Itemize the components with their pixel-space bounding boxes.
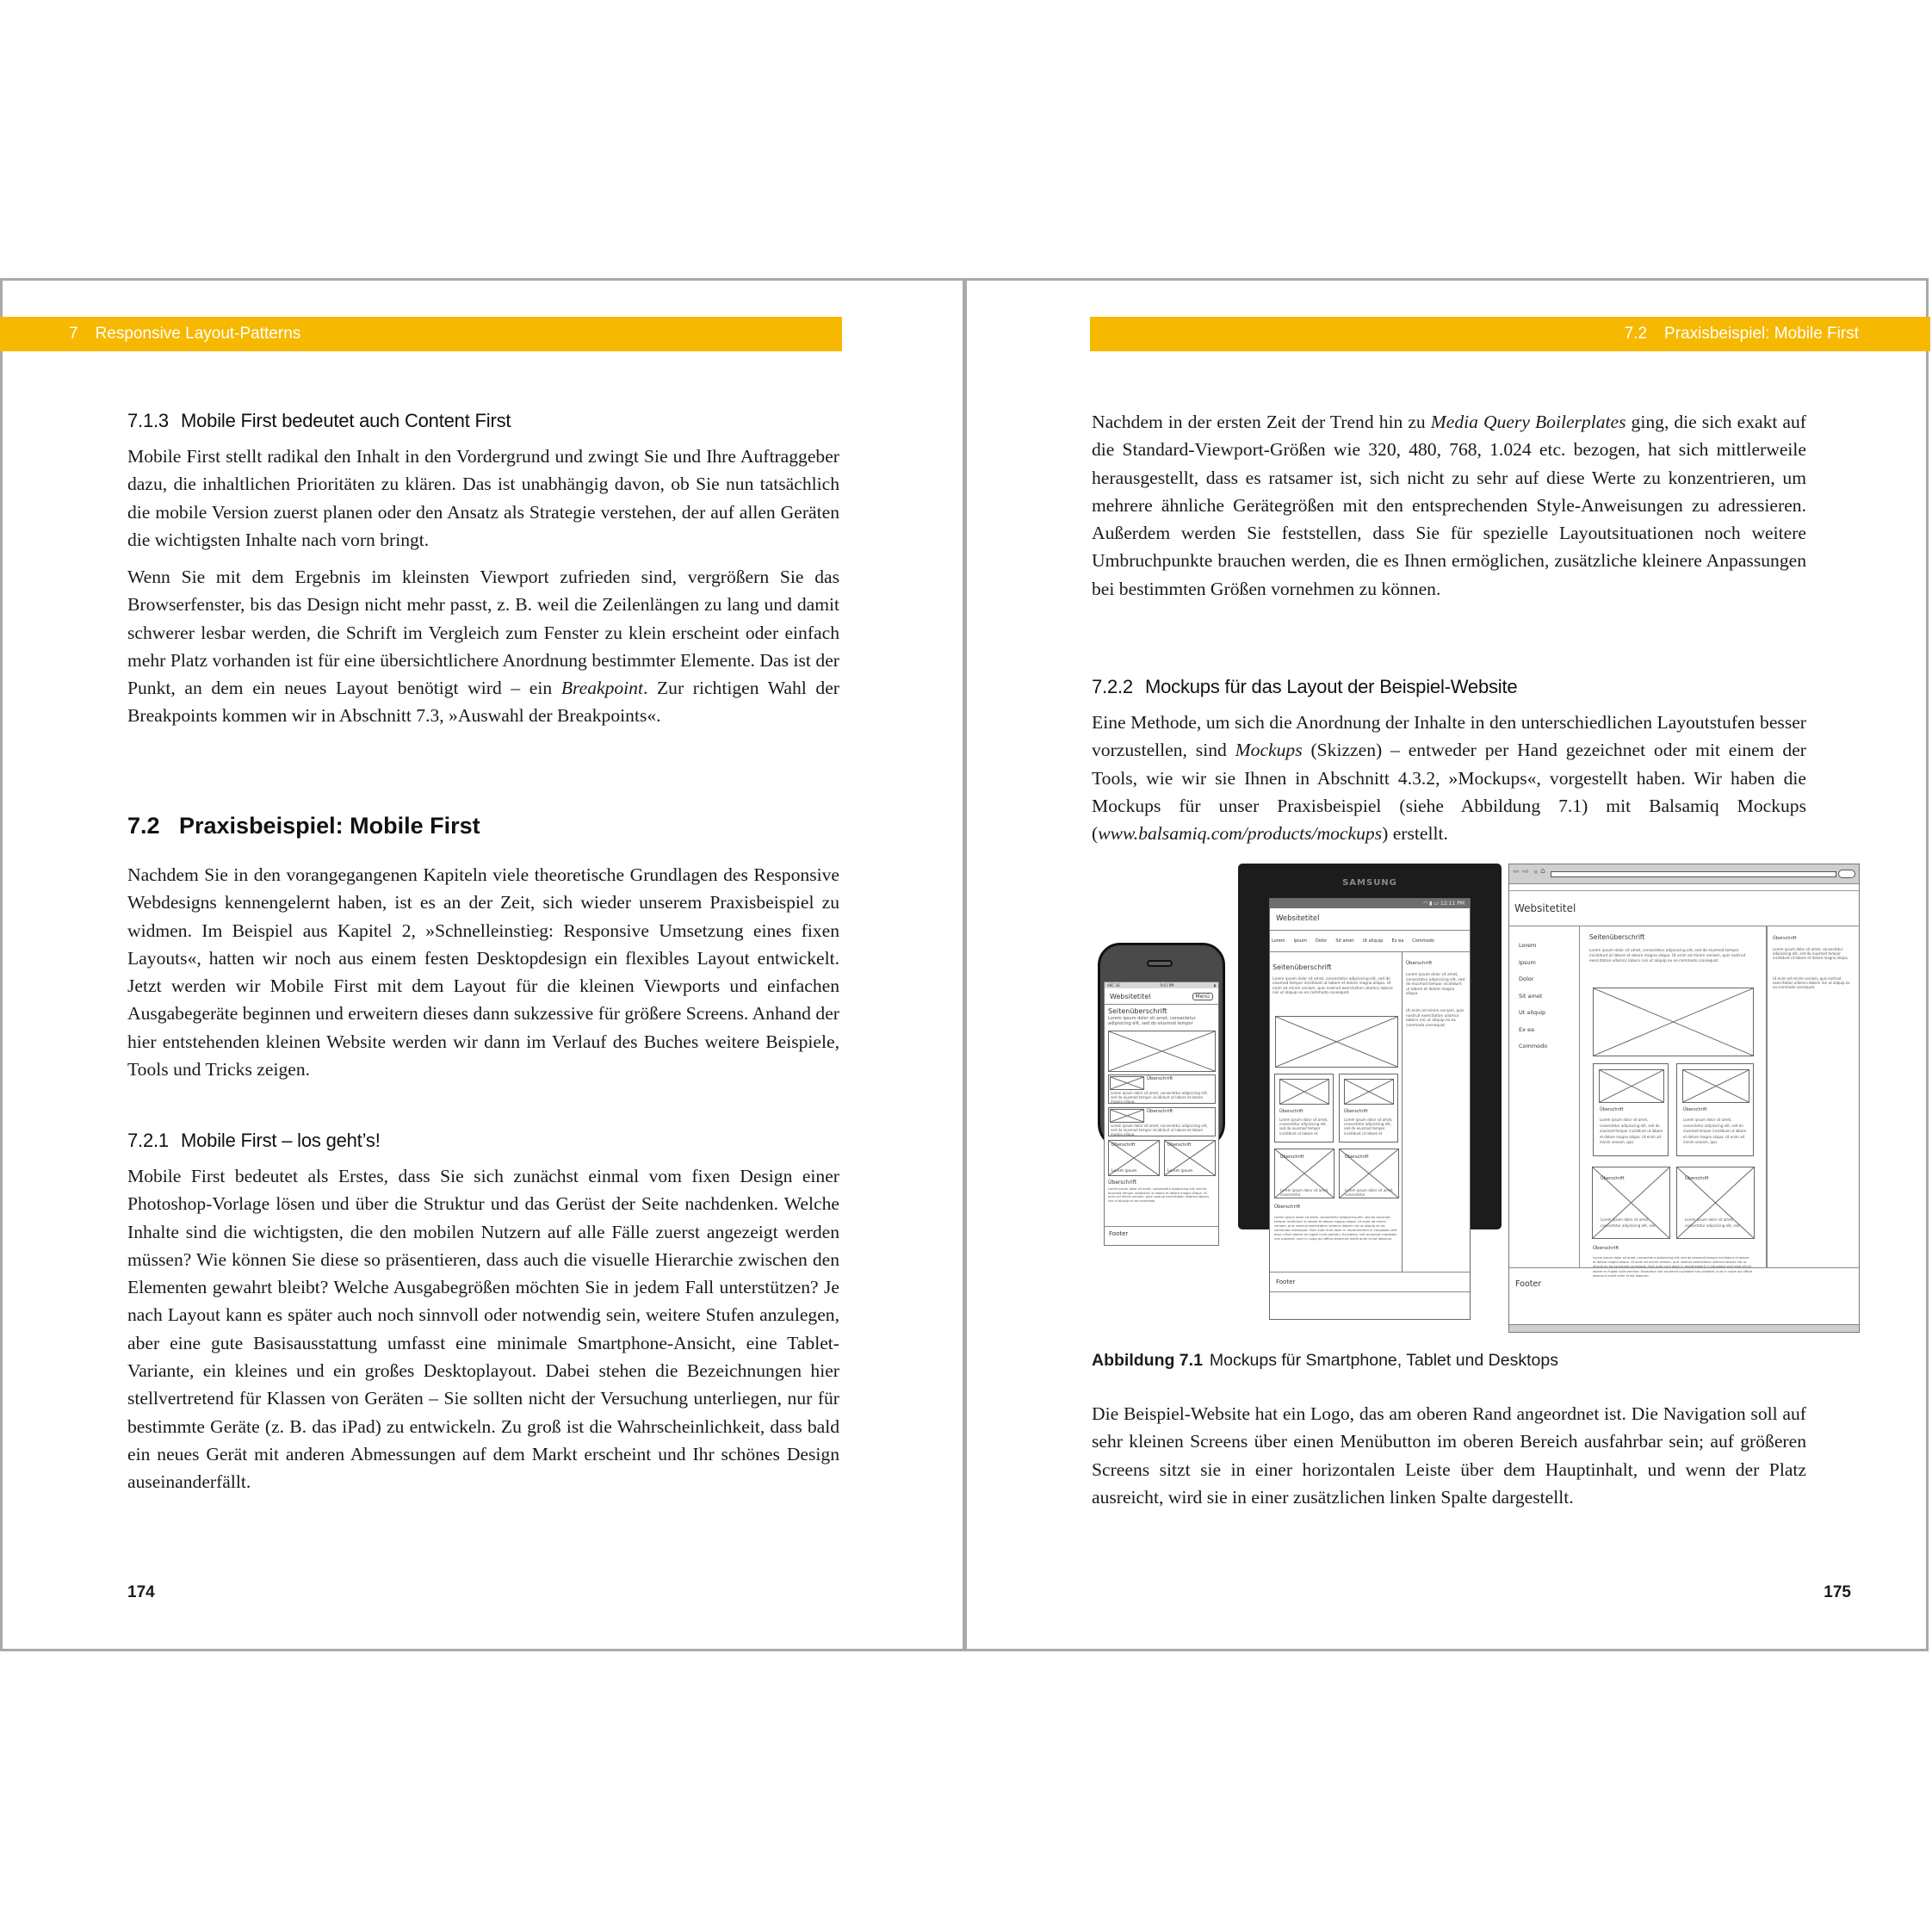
tablet-mockup	[1238, 864, 1502, 1320]
image-placeholder	[1110, 1076, 1144, 1090]
nav-item[interactable]: Sit amet	[1519, 992, 1543, 1000]
section-title: Praxisbeispiel: Mobile First	[179, 813, 480, 839]
tile	[1108, 1140, 1160, 1176]
sidebar-text: Ut enim ad minim veniam, quis nostrud exercitation ullamco laboris nisi ut aliquip ex ea commodo consequat.	[1773, 976, 1850, 989]
home-icon[interactable]: ⌂	[1540, 867, 1545, 876]
chapter-title: Responsive Layout-Patterns	[95, 325, 301, 343]
figure-caption	[1092, 1347, 1558, 1374]
nav-item[interactable]: Ipsum	[1519, 958, 1536, 966]
tile-text: Lorem ipsum	[1167, 1169, 1193, 1173]
image-placeholder	[1275, 1016, 1398, 1068]
tablet-nav	[1270, 931, 1470, 952]
intro-text: Lorem ipsum dolor sit amet, consectetur adipisicing elit, sed do eiusmod tempor incididunt ut labore et dolore magna aliqua. Ut enim ad minim veniam, quis nostrud exercitation ullamco laboris nisi ut aliquip ex ea commodo consequat.	[1273, 977, 1393, 996]
section-title: Mobile First bedeutet auch Content First	[181, 410, 511, 431]
nav-item[interactable]: Dolor	[1519, 975, 1534, 982]
image-placeholder	[1110, 1109, 1144, 1123]
section-number: 7.2	[1624, 325, 1648, 343]
section-heading: Überschrift	[1274, 1204, 1301, 1210]
placeholder-cross-icon	[1594, 988, 1753, 1056]
text-run: (Skizzen) – entweder per Hand gezeichnet oder mit einem der Tools, wie wir sie Ihnen in Abschnitt 4.3.2, »Mockups«, vorgestellt haben. Wir haben die Mockups für unser Praxisbeispiel (siehe Abbildung 7.1) mit Balsamiq Mockups (	[1092, 740, 1806, 845]
section-number: 7.1.3	[127, 410, 169, 431]
heading-7-2-1	[127, 1127, 381, 1155]
text-run: Nachdem in der ersten Zeit der Trend hin zu	[1092, 412, 1431, 432]
card	[1676, 1063, 1754, 1156]
card	[1274, 1074, 1334, 1142]
text-run: ) erstellt.	[1382, 823, 1448, 845]
card-heading: Überschrift	[1279, 1109, 1303, 1114]
desktop-left-nav	[1509, 926, 1580, 1267]
battery-icon: ▮	[1213, 983, 1216, 988]
section-heading: Überschrift	[1108, 1180, 1137, 1186]
paragraph	[1092, 408, 1806, 603]
clock-label: 12:11 PM	[1440, 901, 1464, 907]
section-text: Lorem ipsum dolor sit amet, consectetur adipisicing elit, sed do eiusmod tempor incididunt ut labore et dolore magna aliqua. Ut enim ad minim veniam, quis nostrud exercitation ullamco laboris nisi ut aliquip ex ea commodo consequat. Duis aute irure dolor in reprehenderit in voluptate velit esse cillum dolore eu fugiat nulla pariatur. Excepteur sint occaecat cupidatat non proident, sunt in culpa qui officia deserunt mollit anim id est laborum.	[1274, 1216, 1397, 1241]
section-number: 7.2	[127, 813, 160, 839]
tile-heading: Überschrift	[1112, 1142, 1136, 1148]
image-placeholder	[1682, 1069, 1749, 1103]
page-heading: Seitenüberschrift	[1589, 933, 1645, 941]
footer-bar	[1509, 1267, 1859, 1300]
text-run: Wenn Sie mit dem Ergebnis im kleinsten Viewport zufrieden sind, vergrößern Sie das Browserfenster, bis das Design nicht mehr passt, z. B. weil die Zeilenlängen zu lang und damit schwerer lesbar werden, die Schrift im Vergleich zum Fenster zu klein erscheint oder einfach mehr Platz vorhanden ist für eine übersichtlichere Anordnung bestimmter Elemente. Das ist der Punkt, an dem ein neues Layout benötigt wird – ein	[127, 567, 839, 699]
address-bar[interactable]	[1551, 871, 1836, 877]
tile-heading: Überschrift	[1280, 1155, 1304, 1160]
card-text: Lorem ipsum dolor sit amet, consectetur adipisicing elit, sed do eiusmod tempor incididunt ut labore et dolore magna aliqua. Ut enim ad minim veniam, quis	[1683, 1118, 1747, 1144]
footer-label: Footer	[1276, 1279, 1296, 1285]
sidebar-heading: Überschrift	[1773, 936, 1797, 941]
phone-screen	[1104, 981, 1219, 1246]
image-placeholder	[1599, 1069, 1664, 1103]
teaser-box	[1108, 1074, 1216, 1104]
battery-icon: ▭	[1434, 901, 1440, 907]
card-text: Lorem ipsum dolor sit amet, consectetur adipisicing elit, sed do eiusmod tempor incididunt ut labore et	[1344, 1118, 1393, 1136]
italic-term: Mockups	[1235, 740, 1303, 761]
section-heading: Überschrift	[1593, 1246, 1619, 1251]
tile-text: Lorem ipsum dolor sit amet, consectetur adipisicing elit, sed	[1601, 1217, 1656, 1228]
tile	[1676, 1167, 1755, 1239]
placeholder-cross-icon	[1600, 1070, 1663, 1102]
menu-button[interactable]: Menü	[1192, 993, 1213, 1000]
site-title: Websitetitel	[1110, 992, 1151, 1000]
card	[1593, 1063, 1669, 1156]
site-title: Websitetitel	[1514, 902, 1576, 914]
sidebar-text: Ut enim ad minim veniam, quis nostrud exercitation ullamco laboris nisi ut aliquip ex ea commodo consequat.	[1406, 1009, 1464, 1028]
placeholder-cross-icon	[1109, 1031, 1215, 1071]
text-run: . Zur richtigen Wahl der Breakpoints kommen wir in Abschnitt 7.3, »Auswahl der Breakpoints«.	[127, 678, 839, 727]
image-placeholder	[1593, 988, 1754, 1056]
tile	[1592, 1167, 1670, 1239]
back-icon[interactable]: ⇦	[1513, 868, 1520, 876]
image-placeholder	[1279, 1079, 1329, 1105]
section-text: Lorem ipsum dolor sit amet, consectetur adipisicing elit, sed do eiusmod tempor incididunt ut labore et dolore magna aliqua. Ut enim ad minim veniam, quis nostrud exercitation ullamco laboris nisi ut aliquip ex ea commodo.	[1108, 1187, 1209, 1203]
paragraph: Mobile First bedeutet als Erstes, dass Sie sich zunächst einmal vom fixen Design einer Photoshop-Vorlage lösen und über die Struktur und das Gerüst der Seite nachdenken. Welche Inhalte sind die wichtigsten, die den mobilen Nutzern auf alle Fälle zuerst angezeigt werden müssen? Wie können Sie diese so präsentieren, dass auch die visuelle Hierarchie zwischen den Elementen gewahrt bleibt? Welche Ausgabegrößen möchten Sie in jedem Fall unterstützen? Je nach Layout kann es später auch noch sinnvoll oder notwendig sein, weitere Stufen anzulegen, aber eine gute Basisausstattung umfasst eine minimale Smartphone-Ansicht, eine Tablet-Variante, ein kleines und ein großes Desktoplayout. Dabei stehen die Bezeichnungen hier stellvertretend für Klassen von Geräten – Sie sollten nicht der Versuchung unterliegen, nur für bestimmte Geräte (z. B. das iPad) zu entwickeln. Zu groß ist die Wahrscheinlichkeit, dass bald ein neues Gerät mit anderen Abmessungen auf dem Markt erscheint und Ihr schönes Design auseinanderfällt.	[127, 1166, 839, 1493]
tile-text: Lorem ipsum dolor sit amet, consectetur	[1280, 1188, 1329, 1197]
footer-label: Footer	[1109, 1230, 1129, 1237]
nav-item[interactable]: Sit amet	[1335, 938, 1354, 944]
tile	[1164, 1140, 1216, 1176]
stop-icon[interactable]: ×	[1533, 869, 1539, 876]
nav-item[interactable]: Ipsum	[1293, 938, 1307, 944]
section-number: 7.2.2	[1092, 676, 1133, 697]
nav-item[interactable]: Commodo	[1412, 938, 1434, 944]
text-run: ging, die sich exakt auf die Standard-Viewport-Größen wie 320, 480, 768, 1.024 etc. bezogen, hat sich mittlerweile herausgestellt, dass es ratsamer ist, sich nicht zu sehr auf diese Werte zu konzentrieren, um mehrere ähnliche Gerätegrößen mit den entsprechenden Style-Anweisungen zu adressieren. Außerdem werden Sie feststellen, dass Sie für spezielle Layoutsituationen noch weitere Umbruchpunkte brauchen werden, die es Ihnen ermöglichen, zusätzliche kleinere Anpassungen bei bestimmten Größen vornehmen zu können.	[1092, 412, 1806, 599]
paragraph	[127, 563, 839, 730]
phone-speaker	[1147, 960, 1173, 967]
tablet-screen	[1269, 898, 1471, 1320]
signal-icon: ▮	[1429, 901, 1433, 907]
tile-heading: Überschrift	[1685, 1176, 1709, 1181]
card-heading: Überschrift	[1600, 1107, 1624, 1112]
sidebar-text: Lorem ipsum dolor sit amet, consectetur adipisicing elit, sed do eiusmod tempor incididunt ut labore et dolore magna aliqua.	[1773, 947, 1849, 960]
text-run: Eine Methode, um sich die Anordnung der Inhalte in den unterschiedlichen Layoutstufen besser vorzustellen, sind	[1092, 712, 1806, 761]
paragraph: Die Beispiel-Website hat ein Logo, das am oberen Rand angeordnet ist. Die Navigation soll auf sehr kleinen Screens über einen Menübutton im oberen Bereich ausfahrbar sein; auf größeren Screens sitzt sie in einer horizontalen Leiste über dem Hauptinhalt, und wenn der Platz ausreicht, wird sie in einer zusätzlichen linken Spalte dargestellt.	[1092, 1403, 1806, 1508]
italic-term: Breakpoint	[560, 678, 643, 699]
desktop-header	[1509, 890, 1859, 926]
search-box[interactable]	[1838, 870, 1855, 878]
section-title: Praxisbeispiel: Mobile First	[1664, 325, 1859, 343]
phone-status-bar	[1105, 982, 1218, 988]
section-title: Mobile First – los geht’s!	[181, 1130, 381, 1151]
teaser-heading: Überschrift	[1147, 1109, 1173, 1114]
placeholder-cross-icon	[1111, 1077, 1143, 1089]
card-text: Lorem ipsum dolor sit amet, consectetur adipisicing elit, sed do eiusmod tempor incididunt ut labore et dolore magna aliqua. Ut enim ad minim veniam, quis	[1600, 1118, 1663, 1144]
paragraph: Mobile First stellt radikal den Inhalt in den Vordergrund und zwingt Sie und Ihre Auftraggeber dazu, die inhaltlichen Prioritäten zu klären. Das ist unabhängig davon, ob Sie nun tatsächlich die mobile Version zuerst planen oder den Ansatz als Strategie verstehen, der auf allen Geräten die wichtigsten Inhalte nach vorn bringt.	[127, 446, 839, 550]
page-heading: Seitenüberschrift	[1273, 963, 1332, 971]
nav-item[interactable]: Lorem	[1272, 938, 1285, 944]
paragraph	[1092, 709, 1806, 847]
heading-7-2	[127, 812, 480, 839]
tile-heading: Überschrift	[1345, 1155, 1369, 1160]
card-heading: Überschrift	[1344, 1109, 1368, 1114]
nav-item[interactable]: Ex ea	[1519, 1025, 1535, 1033]
carrier-label: ABC 3G	[1107, 983, 1121, 988]
wifi-icon: ◠	[1423, 901, 1428, 907]
teaser-text: Lorem ipsum dolor sit amet, consectetur adipisicing elit, sed do eiusmod tempor incididunt ut labore et dolore magna aliqua.	[1111, 1124, 1208, 1136]
chapter-number: 7	[69, 325, 78, 343]
intro-text: Lorem ipsum dolor sit amet, consectetur adipisicing elit, sed do eiusmod tempor incididunt ut labore et dolore magna aliqua. Ut enim ad minim veniam, quis nostrud exercitation ullamco laboris nisi ut aliquip ex ea commodo consequat.	[1589, 949, 1746, 963]
tile-text: Lorem ipsum	[1112, 1169, 1137, 1173]
nav-item[interactable]: Commodo	[1519, 1043, 1548, 1050]
footer-label: Footer	[1515, 1279, 1542, 1289]
card	[1339, 1074, 1398, 1142]
tile	[1339, 1149, 1399, 1198]
intro-text: Lorem ipsum dolor sit amet, consectetur adipisicing elit, sed do eiusmod tempor	[1108, 1016, 1196, 1026]
nav-item[interactable]: Ut aliquip	[1362, 938, 1384, 944]
left-page	[3, 281, 963, 1650]
browser-toolbar	[1509, 864, 1859, 884]
footer-bar	[1105, 1226, 1218, 1241]
figure-label: Abbildung 7.1	[1092, 1351, 1203, 1370]
tile-text: Lorem ipsum dolor sit amet, consectetur	[1345, 1188, 1394, 1197]
tile-text: Lorem ipsum dolor sit amet, consectetur adipisicing elit, sed	[1685, 1217, 1740, 1228]
left-text-column	[127, 281, 839, 1650]
desktop-sidebar-divider	[1766, 926, 1768, 1267]
tablet-status-bar	[1270, 899, 1470, 908]
sidebar-text: Lorem ipsum dolor sit amet, consectetur adipisicing elit, sed do eiusmod tempor incididunt ut labore et dolore magna aliqua.	[1406, 973, 1465, 996]
card-heading: Überschrift	[1683, 1107, 1707, 1112]
card-text: Lorem ipsum dolor sit amet, consectetur adipisicing elit, sed do eiusmod tempor incididunt ut labore et	[1279, 1118, 1328, 1136]
section-text: Lorem ipsum dolor sit amet, consectetur adipisicing elit, sed do eiusmod tempor incididunt ut labore et dolore magna aliqua. Ut enim ad minim veniam, quis nostrud exercitation ullamco laboris nisi ut aliquip ex ea commodo consequat. Duis aute irure dolor in reprehenderit in voluptate velit esse cillum dolore eu fugiat nulla pariatur. Excepteur sint occaecat cupidatat non proident, sunt in culpa qui officia deserunt mollit anim id est laborum.	[1593, 1256, 1753, 1278]
sidebar-heading: Überschrift	[1406, 961, 1433, 966]
footer-bar	[1270, 1272, 1470, 1292]
placeholder-cross-icon	[1345, 1080, 1393, 1104]
url-link[interactable]: www.balsamiq.com/products/mockups	[1098, 823, 1383, 845]
nav-item[interactable]: Dolor	[1315, 938, 1328, 944]
teaser-text: Lorem ipsum dolor sit amet, consectetur adipisicing elit, sed do eiusmod tempor incididunt ut labore et dolore magna aliqua.	[1111, 1091, 1208, 1104]
heading-7-1-3	[127, 407, 511, 435]
placeholder-cross-icon	[1683, 1070, 1749, 1102]
horizontal-scrollbar[interactable]	[1509, 1324, 1859, 1332]
italic-term: Media Query Boilerplates	[1430, 412, 1626, 432]
forward-icon[interactable]: ⇨	[1522, 868, 1529, 876]
tablet-brand: SAMSUNG	[1342, 878, 1397, 888]
paragraph: Nachdem Sie in den vorangegangenen Kapiteln viele theoretische Grundlagen des Responsive Webdesigns kennengelernt haben, ist es an der Zeit, sich wieder unserem Praxisbeispiel zu widmen. Im Beispiel aus Kapitel 2, »Schnelleinstieg: Responsive Umsetzung eines fixen Layouts«, hatten wir noch aus einem festen Desktopdesign ein flexibles Layout entwickelt. Jetzt werden wir Mobile First mit dem Layout für die kleinen Viewports und einfachen Ausgabegeräte beginnen und erweitern dieses dann sukzessive für größere Screens. Anhand der hier entstehenden kleinen Website werden wir dann im Verlauf des Buches weitere Beispiele, Tools und Tricks zeigen.	[127, 864, 839, 1081]
nav-item[interactable]: Lorem	[1519, 942, 1537, 949]
tile-heading: Überschrift	[1167, 1142, 1192, 1148]
placeholder-cross-icon	[1276, 1017, 1397, 1067]
tile	[1274, 1149, 1334, 1198]
image-placeholder	[1108, 1031, 1216, 1072]
placeholder-cross-icon	[1111, 1110, 1143, 1122]
phone-header	[1105, 988, 1218, 1005]
figure-caption-text: Mockups für Smartphone, Tablet und Desktops	[1209, 1351, 1558, 1370]
page-heading: Seitenüberschrift	[1108, 1007, 1167, 1015]
section-number: 7.2.1	[127, 1130, 169, 1151]
phone-mockup	[1098, 943, 1227, 1248]
desktop-mockup	[1508, 864, 1860, 1333]
placeholder-cross-icon	[1280, 1080, 1328, 1104]
page-number-left: 174	[127, 1583, 155, 1601]
heading-7-2-2	[1092, 673, 1517, 701]
image-placeholder	[1344, 1079, 1394, 1105]
nav-item[interactable]: Ex ea	[1391, 938, 1404, 944]
tile-heading: Überschrift	[1601, 1176, 1625, 1181]
teaser-heading: Überschrift	[1147, 1076, 1173, 1081]
nav-item[interactable]: Ut aliquip	[1519, 1009, 1546, 1016]
clock-label: 9:41 PM	[1160, 983, 1174, 988]
tablet-sidebar-divider	[1402, 952, 1403, 1273]
section-title: Mockups für das Layout der Beispiel-Website	[1145, 676, 1518, 697]
teaser-box	[1108, 1107, 1216, 1136]
tablet-header: Websitetitel	[1270, 908, 1470, 931]
page-number-right: 175	[1824, 1583, 1851, 1601]
